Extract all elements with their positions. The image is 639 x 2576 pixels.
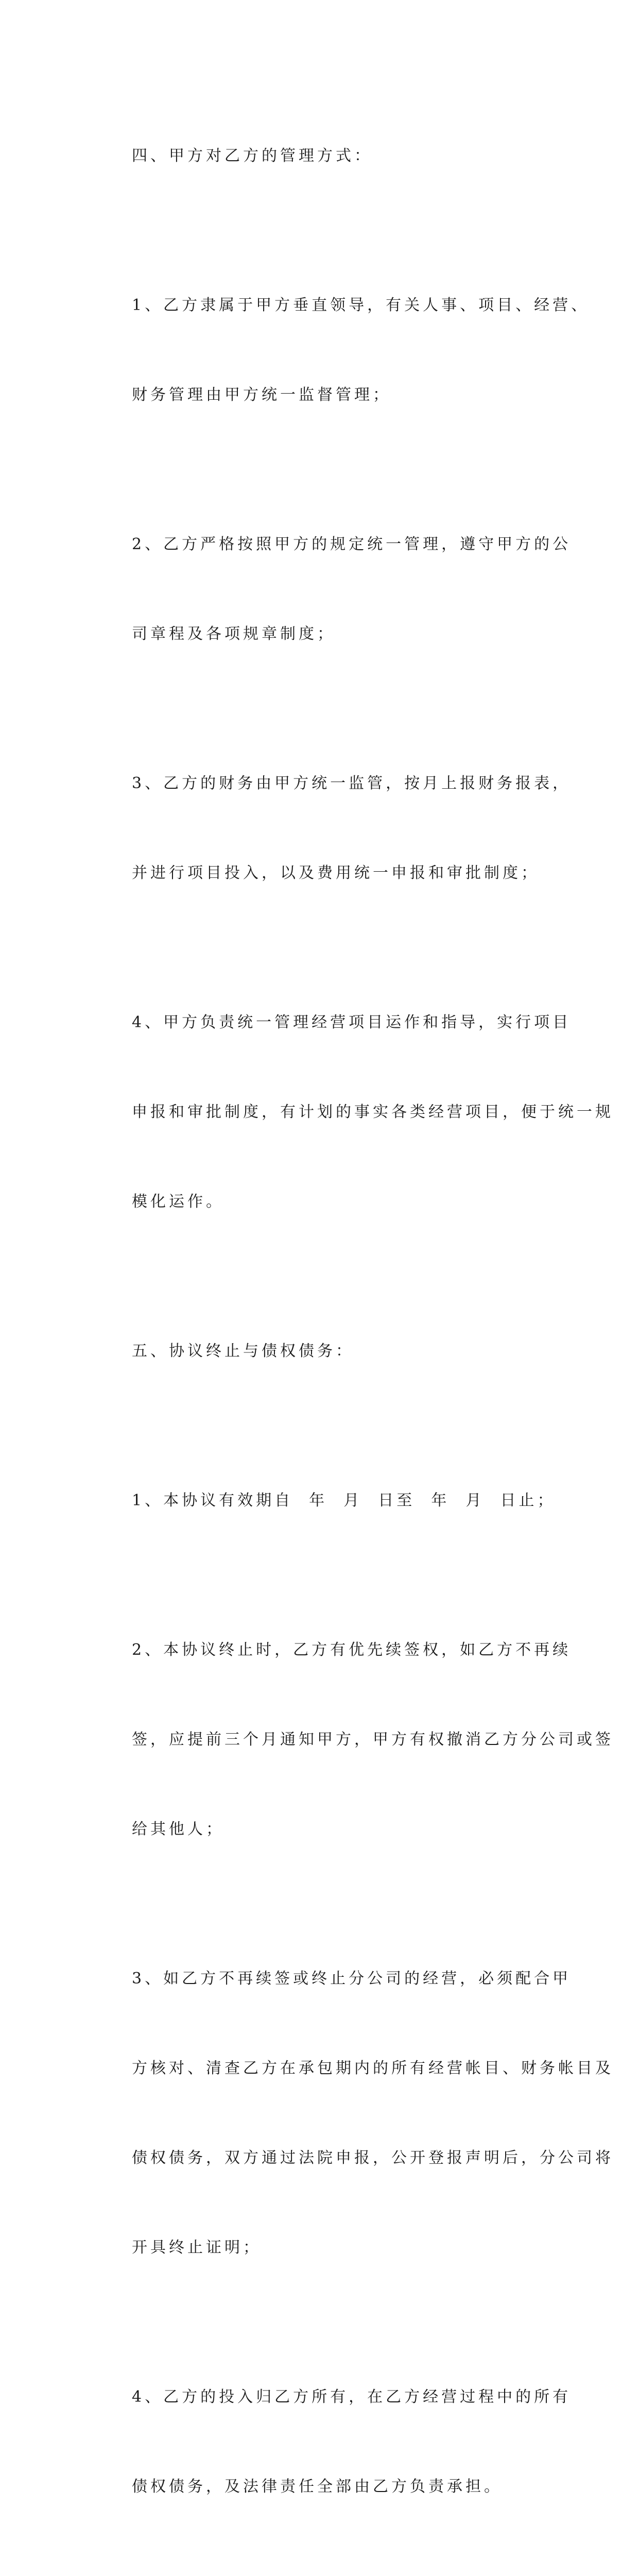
clause-5-3 bbox=[98, 1904, 614, 2323]
clause-4-1 bbox=[98, 231, 590, 470]
text-line: 并进行项目投入，以及费用统一申报和审批制度； bbox=[132, 864, 540, 882]
clause-4-4 bbox=[98, 948, 614, 1277]
text-line: 2、本协议终止时，乙方有优先续签权，如乙方不再续 bbox=[132, 1641, 572, 1659]
text-line: 四、甲方对乙方的管理方式： bbox=[132, 147, 373, 165]
clause-4-3 bbox=[98, 709, 572, 948]
text-line: 开具终止证明； bbox=[132, 2239, 262, 2257]
document-body bbox=[98, 81, 614, 2576]
clause-5-1 bbox=[98, 1426, 556, 1575]
text-line: 债权债务，及法律责任全部由乙方负责承担。 bbox=[132, 2478, 503, 2496]
text-line: 模化运作。 bbox=[132, 1193, 224, 1211]
text-line: 给其他人； bbox=[132, 1820, 224, 1838]
clause-4-2 bbox=[98, 470, 572, 709]
text-line: 3、乙方的财务由甲方统一监管，按月上报财务报表， bbox=[132, 774, 572, 792]
section-heading-4 bbox=[98, 81, 556, 231]
text-line: 债权债务，双方通过法院申报，公开登报声明后，分公司将 bbox=[132, 2149, 614, 2167]
clause-5-4 bbox=[98, 2323, 572, 2562]
text-line: 1、本协议有效期自 年 月 日至 年 月 日止； bbox=[132, 1492, 556, 1510]
text-line: 申报和审批制度，有计划的事实各类经营项目，便于统一规 bbox=[132, 1103, 614, 1121]
text-line: 方核对、清查乙方在承包期内的所有经营帐目、财务帐目及 bbox=[132, 2059, 614, 2077]
text-line: 3、如乙方不再续签或终止分公司的经营，必须配合甲 bbox=[132, 1970, 572, 1988]
text-line: 签，应提前三个月通知甲方，甲方有权撤消乙方分公司或签 bbox=[132, 1731, 614, 1749]
text-line: 财务管理由甲方统一监督管理； bbox=[132, 386, 391, 404]
text-line: 4、甲方负责统一管理经营项目运作和指导，实行项目 bbox=[132, 1013, 572, 1031]
text-line: 2、乙方严格按照甲方的规定统一管理，遵守甲方的公 bbox=[132, 535, 572, 553]
section-heading-5 bbox=[98, 1277, 556, 1426]
text-line: 1、乙方隶属于甲方垂直领导，有关人事、项目、经营、 bbox=[132, 296, 590, 314]
clause-5-2 bbox=[98, 1575, 614, 1904]
text-line: 司章程及各项规章制度； bbox=[132, 625, 336, 643]
text-line: 五、协议终止与债权债务： bbox=[132, 1342, 354, 1360]
text-line: 4、乙方的投入归乙方所有，在乙方经营过程中的所有 bbox=[132, 2388, 572, 2406]
section-heading-6 bbox=[98, 2562, 556, 2576]
